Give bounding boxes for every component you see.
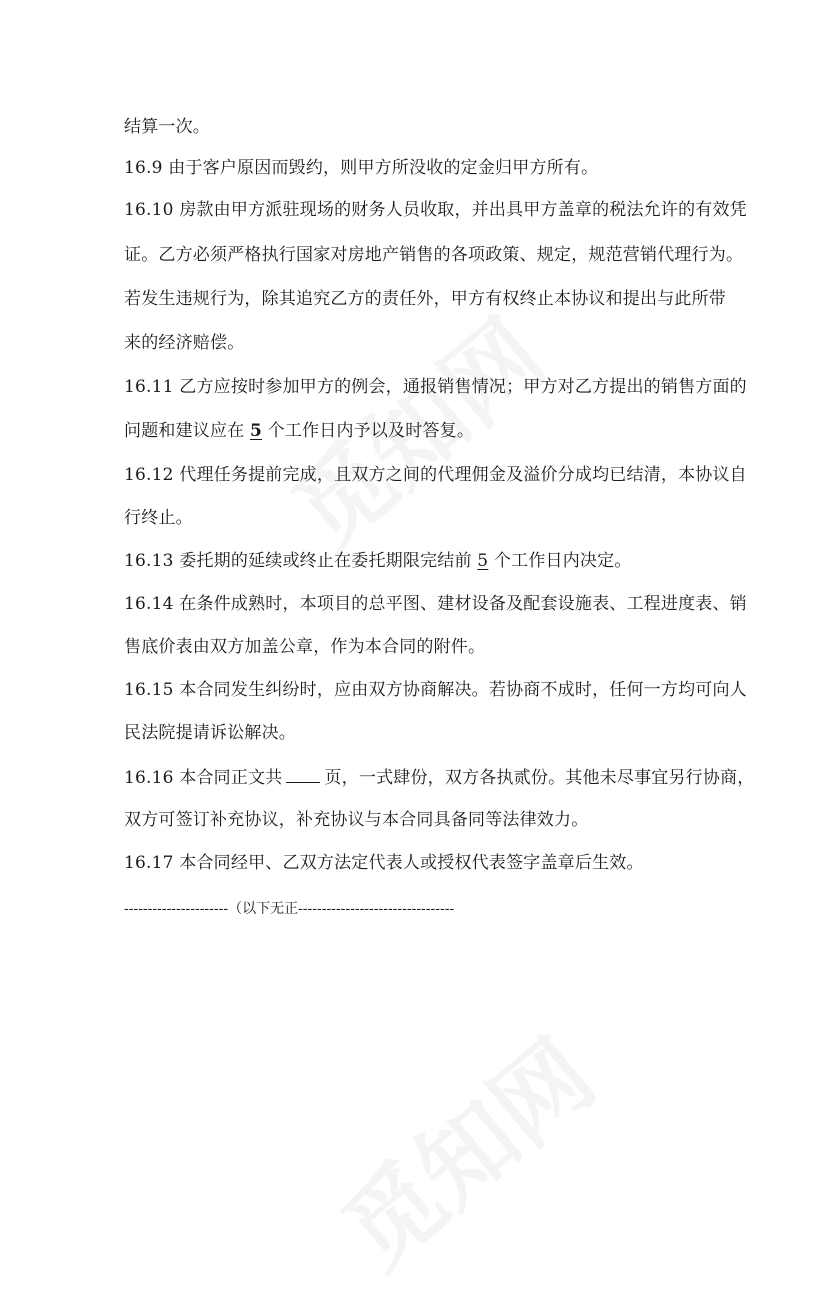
clause-16-9: 16.9 由于客户原因而毁约，则甲方所没收的定金归甲方所有。	[124, 158, 599, 178]
clause-16-11-cont	[124, 419, 474, 443]
clause-16-10: 16.10 房款由甲方派驻现场的财务人员收取，并出具甲方盖章的税法允许的有效凭	[124, 200, 747, 220]
clause-text: 16.13 委托期的延续或终止在委托期限完结前	[124, 551, 478, 571]
clause-16-12-cont: 行终止。	[124, 508, 193, 528]
clause-16-10-cont: 来的经济赔偿。	[124, 333, 245, 353]
clause-16-13	[124, 549, 632, 573]
clause-text: 个工作日内决定。	[488, 551, 632, 571]
underlined-number: 5	[250, 421, 263, 441]
underlined-number: 5	[477, 551, 489, 571]
clause-16-17: 16.17 本合同经甲、乙双方法定代表人或授权代表签字盖章后生效。	[124, 853, 644, 873]
clause-16-14: 16.14 在条件成熟时，本项目的总平图、建材设备及配套设施表、工程进度表、销	[124, 594, 747, 614]
clause-text: 页，一式肆份，双方各执贰份。其他未尽事宜另行协商，	[324, 768, 755, 788]
clause-16-14-cont: 售底价表由双方加盖公章，作为本合同的附件。	[124, 637, 486, 657]
clause-16-16-cont: 双方可签订补充协议，补充协议与本合同具备同等法律效力。	[124, 810, 589, 830]
clause-16-12: 16.12 代理任务提前完成，且双方之间的代理佣金及溢价分成均已结清，本协议自	[124, 465, 747, 485]
blank-underline	[286, 765, 320, 783]
clause-16-16	[124, 765, 754, 790]
paragraph-line: 结算一次。	[124, 117, 210, 137]
clause-16-10-cont: 若发生违规行为，除其追究乙方的责任外，甲方有权终止本协议和提出与此所带	[124, 289, 726, 309]
clause-text: 16.16 本合同正文共	[124, 768, 283, 788]
watermark	[310, 1003, 619, 1293]
clause-text: 个工作日内予以及时答复。	[262, 421, 475, 441]
end-marker: ----------------------（以下无正---------------------------------	[124, 901, 455, 917]
clause-16-11: 16.11 乙方应按时参加甲方的例会，通报销售情况；甲方对乙方提出的销售方面的	[124, 377, 747, 397]
clause-text: 问题和建议应在	[124, 421, 251, 441]
clause-16-10-cont: 证。乙方必须严格执行国家对房地产销售的各项政策、规定，规范营销代理行为。	[124, 245, 744, 265]
clause-16-15: 16.15 本合同发生纠纷时，应由双方协商解决。若协商不成时，任何一方均可向人	[124, 680, 747, 700]
clause-16-15-cont: 民法院提请诉讼解决。	[124, 723, 296, 743]
